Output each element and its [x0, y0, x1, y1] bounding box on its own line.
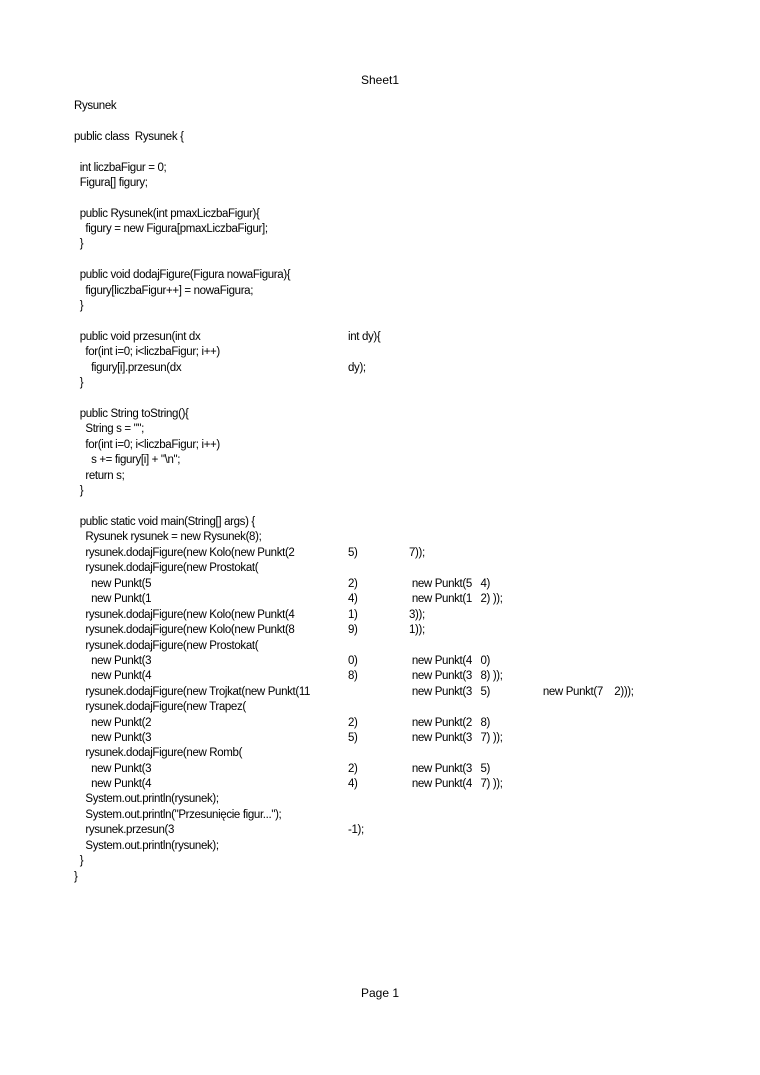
cell-r27-c1: rysunek.dodajFigure(new Kolo(new Punkt(4	[74, 609, 295, 621]
cell-r7-c1: }	[74, 238, 84, 250]
cell-r9-c1: figury[liczbaFigur++] = nowaFigura;	[74, 285, 254, 297]
cell-r8-c1: public void dodajFigure(Figura nowaFigura){	[74, 269, 291, 281]
cell-r15-c1: public String toString(){	[74, 408, 189, 420]
cell-r33-c1: rysunek.dodajFigure(new Trapez(	[74, 701, 246, 713]
cell-r32-c4: new Punkt(7 2)));	[540, 686, 634, 698]
cell-r38-c1: new Punkt(4	[74, 778, 152, 790]
cell-r43-c1: }	[74, 855, 84, 867]
cell-r32-c3: new Punkt(3 5)	[409, 686, 490, 698]
cell-r44-c1: }	[74, 871, 78, 883]
cell-r16-c1: String s = "";	[74, 423, 144, 435]
cell-r37-c2: 2)	[348, 763, 358, 775]
cell-r31-c3: new Punkt(3 8) ));	[409, 670, 503, 682]
cell-r1-c1: Rysunek	[74, 100, 117, 112]
cell-r30-c3: new Punkt(4 0)	[409, 655, 490, 667]
cell-r27-c2: 1)	[348, 609, 358, 621]
cell-r6-c1: figury = new Figura[pmaxLiczbaFigur];	[74, 223, 268, 235]
cell-r24-c1: rysunek.dodajFigure(new Prostokat(	[74, 562, 259, 574]
cell-r34-c3: new Punkt(2 8)	[409, 717, 490, 729]
cell-r35-c1: new Punkt(3	[74, 732, 152, 744]
cell-r38-c2: 4)	[348, 778, 358, 790]
cell-r42-c1: System.out.println(rysunek);	[74, 840, 219, 852]
cell-r19-c1: return s;	[74, 470, 125, 482]
cell-r4-c1: Figura[] figury;	[74, 177, 148, 189]
cell-r35-c3: new Punkt(3 7) ));	[409, 732, 503, 744]
cell-r28-c2: 9)	[348, 624, 358, 636]
cell-r26-c2: 4)	[348, 593, 358, 605]
cell-r30-c2: 0)	[348, 655, 358, 667]
cell-r2-c1: public class Rysunek {	[74, 131, 184, 143]
cell-r40-c1: System.out.println("Przesunięcie figur...");	[74, 809, 282, 821]
cell-r30-c1: new Punkt(3	[74, 655, 152, 667]
cell-r18-c1: s += figury[i] + "\n";	[74, 454, 181, 466]
cell-r41-c1: rysunek.przesun(3	[74, 824, 175, 836]
cell-r38-c3: new Punkt(4 7) ));	[409, 778, 503, 790]
cell-r25-c2: 2)	[348, 578, 358, 590]
cell-r10-c1: }	[74, 300, 84, 312]
cell-r36-c1: rysunek.dodajFigure(new Romb(	[74, 747, 243, 759]
cell-r23-c2: 5)	[348, 547, 358, 559]
cell-r37-c1: new Punkt(3	[74, 763, 152, 775]
cell-r20-c1: }	[74, 485, 84, 497]
cell-r3-c1: int liczbaFigur = 0;	[74, 162, 167, 174]
cell-r35-c2: 5)	[348, 732, 358, 744]
cell-r28-c1: rysunek.dodajFigure(new Kolo(new Punkt(8	[74, 624, 295, 636]
page-footer-label: Page 1	[360, 986, 400, 1000]
cell-r21-c1: public static void main(String[] args) {	[74, 516, 255, 528]
cell-r28-c3: 1));	[409, 624, 425, 636]
cell-r13-c2: dy);	[348, 362, 366, 374]
cell-r12-c1: for(int i=0; i<liczbaFigur; i++)	[74, 346, 220, 358]
cell-r17-c1: for(int i=0; i<liczbaFigur; i++)	[74, 439, 220, 451]
cell-r34-c2: 2)	[348, 717, 358, 729]
cell-r5-c1: public Rysunek(int pmaxLiczbaFigur){	[74, 208, 260, 220]
cell-r13-c1: figury[i].przesun(dx	[74, 362, 182, 374]
cell-r23-c3: 7));	[409, 547, 425, 559]
cell-r32-c1: rysunek.dodajFigure(new Trojkat(new Punkt(11	[74, 686, 311, 698]
cell-r22-c1: Rysunek rysunek = new Rysunek(8);	[74, 531, 262, 543]
cell-r31-c2: 8)	[348, 670, 358, 682]
cell-r11-c1: public void przesun(int dx	[74, 331, 201, 343]
cell-r39-c1: System.out.println(rysunek);	[74, 793, 219, 805]
cell-r31-c1: new Punkt(4	[74, 670, 152, 682]
cell-r26-c3: new Punkt(1 2) ));	[409, 593, 503, 605]
cell-r25-c1: new Punkt(5	[74, 578, 152, 590]
cell-r34-c1: new Punkt(2	[74, 717, 152, 729]
cell-r23-c1: rysunek.dodajFigure(new Kolo(new Punkt(2	[74, 547, 295, 559]
cell-r41-c2: -1);	[348, 824, 364, 836]
cell-r29-c1: rysunek.dodajFigure(new Prostokat(	[74, 640, 259, 652]
cell-r25-c3: new Punkt(5 4)	[409, 578, 490, 590]
cell-r37-c3: new Punkt(3 5)	[409, 763, 490, 775]
cell-r11-c2: int dy){	[348, 331, 381, 343]
cell-r26-c1: new Punkt(1	[74, 593, 152, 605]
cell-r27-c3: 3));	[409, 609, 425, 621]
cell-r14-c1: }	[74, 377, 84, 389]
page-header-title: Sheet1	[360, 73, 400, 87]
